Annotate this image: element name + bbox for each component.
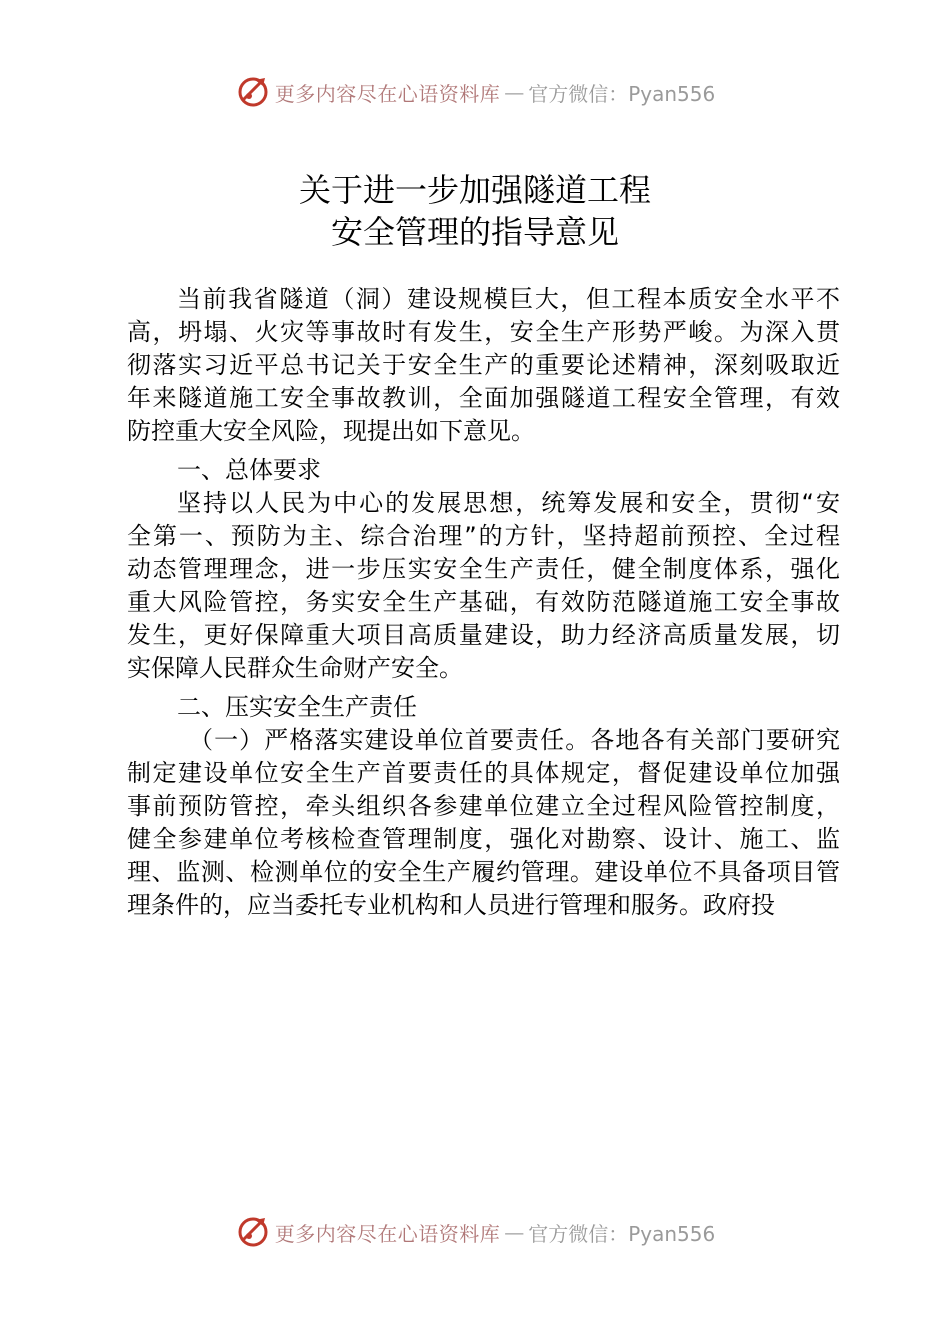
paragraph-line: 防控重大安全风险，现提出如下意见。	[127, 417, 535, 445]
header-watermark	[0, 72, 950, 112]
paragraph-line: 发生，更好保障重大项目高质量建设，助力经济高质量发展，切	[127, 621, 840, 649]
watermark-dash: —	[504, 1220, 525, 1244]
paragraph-line: 健全参建单位考核检查管理制度，强化对勘察、设计、施工、监	[127, 825, 840, 853]
document-body	[127, 283, 840, 922]
paragraph-line: 事前预防管控，牵头组织各参建单位建立全过程风险管控制度，	[127, 792, 840, 820]
section-heading-1: 一、总体要求	[177, 456, 321, 484]
paragraph-line: 实保障人民群众生命财产安全。	[127, 654, 463, 682]
section-heading-2: 二、压实安全生产责任	[177, 693, 417, 721]
paragraph-line: 理、监测、检测单位的安全生产履约管理。建设单位不具备项目管	[127, 858, 840, 886]
footer-watermark	[0, 1212, 950, 1252]
paragraph-line: 高，坍塌、火灾等事故时有发生，安全生产形势严峻。为深入贯	[127, 318, 840, 346]
watermark-text: 更多内容尽在心语资料库	[274, 1221, 501, 1246]
watermark-dash: —	[504, 80, 525, 104]
paragraph-line: 全第一、预防为主、综合治理”的方针，坚持超前预控、全过程	[127, 522, 840, 550]
paragraph-line: 制定建设单位安全生产首要责任的具体规定，督促建设单位加强	[127, 759, 840, 787]
watermark-contact: 官方微信：Pyan556	[528, 81, 716, 106]
paragraph-line: 当前我省隧道（洞）建设规模巨大，但工程本质安全水平不	[177, 285, 840, 313]
library-logo-icon	[235, 1214, 271, 1250]
paragraph-line: 彻落实习近平总书记关于安全生产的重要论述精神，深刻吸取近	[127, 351, 840, 379]
document-title-line1: 关于进一步加强隧道工程	[298, 171, 651, 209]
paragraph-line: （一）严格落实建设单位首要责任。各地各有关部门要研究	[189, 726, 840, 754]
library-logo-icon	[235, 74, 271, 110]
document-title-line2: 安全管理的指导意见	[330, 213, 619, 251]
watermark-contact: 官方微信：Pyan556	[528, 1221, 716, 1246]
watermark-text: 更多内容尽在心语资料库	[274, 81, 501, 106]
paragraph-line: 坚持以人民为中心的发展思想，统筹发展和安全，贯彻“安	[177, 489, 840, 517]
paragraph-line: 理条件的，应当委托专业机构和人员进行管理和服务。政府投	[127, 891, 775, 919]
paragraph-line: 年来隧道施工安全事故教训，全面加强隧道工程安全管理，有效	[127, 384, 840, 412]
paragraph-line: 动态管理理念，进一步压实安全生产责任，健全制度体系，强化	[127, 555, 840, 583]
paragraph-line: 重大风险管控，务实安全生产基础，有效防范隧道施工安全事故	[127, 588, 840, 616]
